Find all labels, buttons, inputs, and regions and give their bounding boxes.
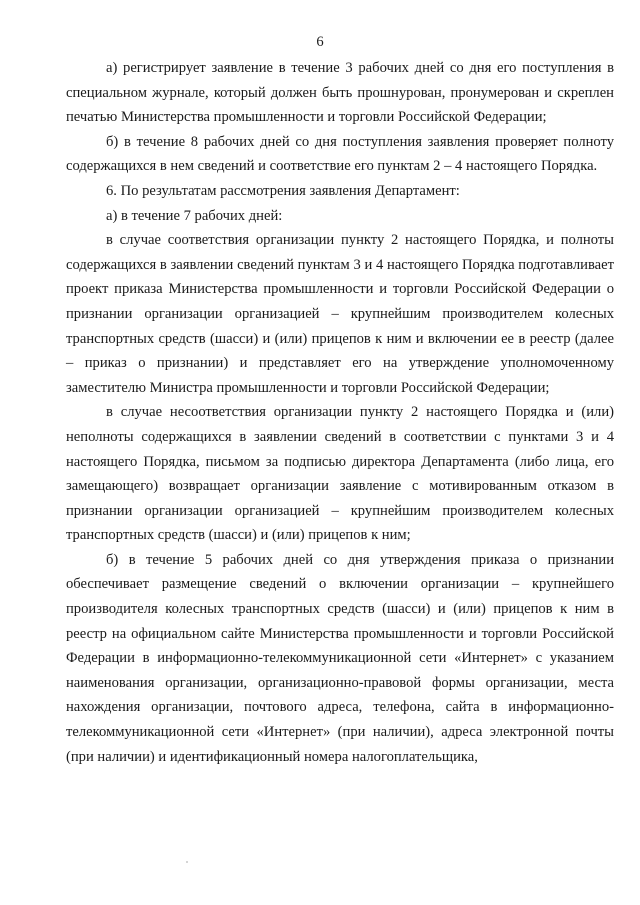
paragraph-b-publication: б) в течение 5 рабочих дней со дня утверждения приказа о признании обеспечивает размещение сведений о включении организации – крупнейшего производителя колесных транспортных средств (шасси) и (или) прицепов к ним в реестр на официальном сайте Министерства промышленности и торговли Российской Федерации в информационно-телекоммуникационной сети «Интернет» с указанием наименования организации, организационно-правовой формы организации, места нахождения организации, почтового адреса, телефона, сайта в информационно-телекоммуникационной сети «Интернет» (при наличии), адреса электронной почты (при наличии) и идентификационный номера налогоплательщика, <box>66 551 614 765</box>
page-number: 6 <box>316 34 324 50</box>
paragraph-noncompliance-case: в случае несоответствия организации пункту 2 настоящего Порядка и (или) неполноты содержащихся в заявлении сведений в соответствии с пунктами 3 и 4 настоящего Порядка, письмом за подписью директора Департамента (либо лица, его замещающего) возвращает организации заявление с мотивированным отказом в признании организации организацией – крупнейшим производителем колесных транспортных средств (шасси) и (или) прицепов к ним; <box>66 404 614 544</box>
scan-artifact-dot <box>186 861 188 863</box>
paragraph-b-verification: б) в течение 8 рабочих дней со дня поступления заявления проверяет полноту содержащихся в нем сведений и соответствие его пунктам 2 – 4 настоящего Порядка. <box>66 133 614 175</box>
paragraph-compliance-case: в случае соответствия организации пункту 2 настоящего Порядка, и полноты содержащихся в заявлении сведений пунктам 3 и 4 настоящего Порядка подготавливает проект приказа Министерства промышленности и торговли Российской Федерации о признании организации организацией – крупнейшим производителем колесных транспортных средств (шасси) и (или) прицепов к ним и включении ее в реестр (далее – приказ о признании) и представляет его на утверждение уполномоченному заместителю Министра промышленности и торговли Российской Федерации; <box>66 232 614 396</box>
paragraph-section-6-heading: 6. По результатам рассмотрения заявления Департамент: <box>106 182 460 199</box>
paragraph-a-seven-days: а) в течение 7 рабочих дней: <box>106 207 283 224</box>
paragraph-a-registration: а) регистрирует заявление в течение 3 рабочих дней со дня его поступления в специальном журнале, который должен быть прошнурован, пронумерован и скреплен печатью Министерства промышленности и торговли Российской Федерации; <box>66 60 614 126</box>
document-body <box>66 56 614 769</box>
